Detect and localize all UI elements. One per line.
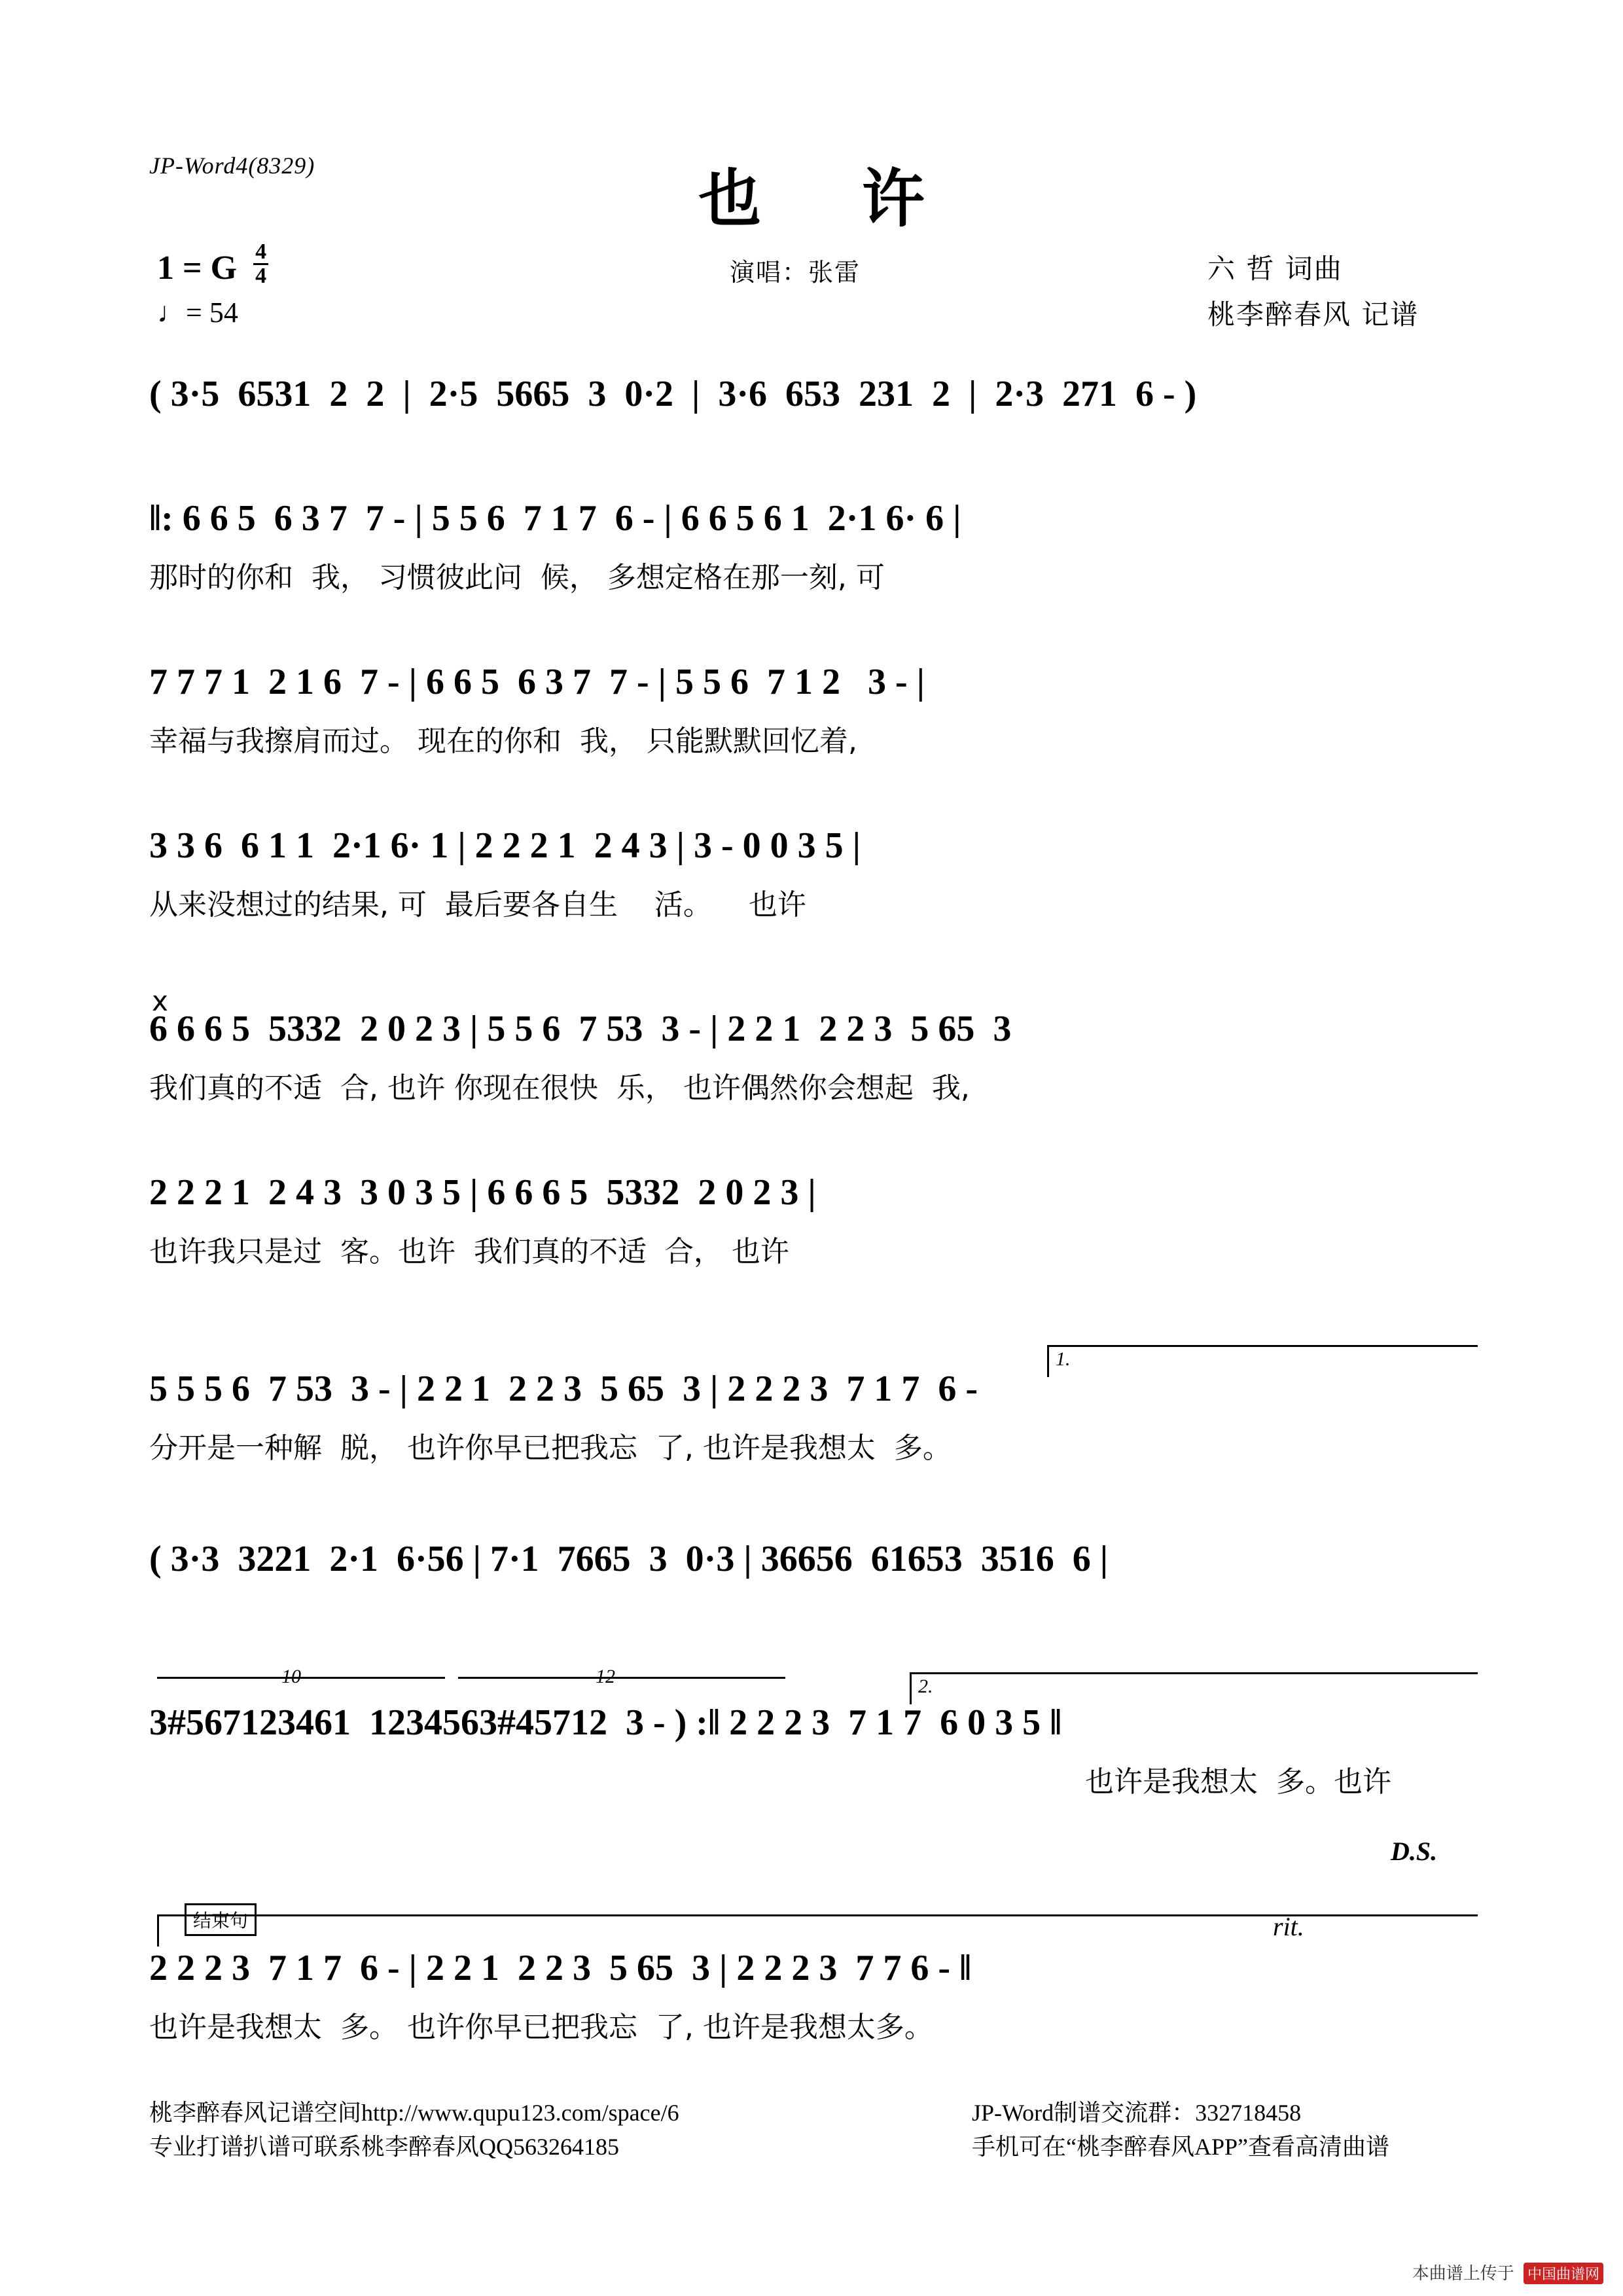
staff-line-7-lyrics: 分开是一种解 脱， 也许你早已把我忘 了, 也许是我想太 多。	[149, 1431, 952, 1465]
staff-line-3-notes: 7 7 7 1 2 1 6 7 - | 6 6 5 6 3 7 7 - | 5 5 6 7 1 2 3 - |	[149, 662, 925, 702]
ds-marking: D.S.	[1391, 1837, 1438, 1866]
staff-line-6-notes: 2 2 2 1 2 4 3 3 0 3 5 | 6 6 6 5 5332 2 0 2 3 |	[149, 1172, 816, 1213]
staff-line-9	[149, 1702, 1478, 1800]
repeat-ending-2-label: 2.	[918, 1676, 933, 1697]
staff-line-7	[149, 1368, 1478, 1466]
staff-line-5-notes: 6 6 6 5 5332 2 0 2 3 | 5 5 6 7 53 3 - | 2 2 1 2 2 3 5 65 3	[149, 1009, 1012, 1049]
staff-line-8	[149, 1538, 1478, 1580]
footer-space-url: 桃李醉春风记谱空间http://www.qupu123.com/space/6	[149, 2100, 679, 2126]
footer-contact: 专业打谱扒谱可联系桃李醉春风QQ563264185	[149, 2134, 619, 2160]
bar-number-12: 12	[596, 1666, 615, 1687]
staff-line-8-notes: ( 3·3 3221 2·1 6·56 | 7·1 7665 3 0·3 | 36656 61653 3516 6 |	[149, 1539, 1109, 1579]
staff-line-5-lyrics: 我们真的不适 合, 也许 你现在很快 乐， 也许偶然你会想起 我,	[149, 1071, 970, 1105]
footer-qq-group: JP-Word制谱交流群：332718458	[972, 2100, 1302, 2126]
key-label: 1 = G	[157, 249, 238, 287]
staff-line-6	[149, 1172, 1478, 1270]
phrase-bracket-1	[157, 1677, 445, 1679]
tempo-marking: ♩= 54	[157, 296, 238, 329]
notator-label: 桃李醉春风 记谱	[1207, 298, 1419, 331]
staff-line-10-lyrics: 也许是我想太 多。 也许你早已把我忘 了, 也许是我想太多。	[149, 2011, 933, 2044]
composer-label: 六 哲 词曲	[1207, 253, 1343, 285]
staff-line-2-notes: ‖: 6 6 5 6 3 7 7 - | 5 5 6 7 1 7 6 - | 6 6 5 6 1 2·1 6· 6 |	[149, 498, 961, 539]
repeat-ending-2-bracket	[910, 1672, 1478, 1704]
key-signature	[157, 241, 268, 287]
staff-line-10	[149, 1947, 1478, 2045]
staff-line-2	[149, 497, 1478, 596]
staff-line-3-lyrics: 幸福与我擦肩而过。 现在的你和 我， 只能默默回忆着,	[149, 725, 857, 758]
segno-icon: x	[152, 985, 168, 1017]
site-credit-text: 本曲谱上传于	[1412, 2264, 1514, 2284]
staff-line-4-lyrics: 从来没想过的结果, 可 最后要各自生 活。 也许	[149, 888, 806, 922]
singer-label: 演唱：张雷	[730, 258, 861, 287]
staff-line-7-notes: 5 5 5 6 7 53 3 - | 2 2 1 2 2 3 5 65 3 | 2 2 2 3 7 1 7 6 -	[149, 1369, 978, 1409]
staff-line-10-notes: 2 2 2 3 7 1 7 6 - | 2 2 1 2 2 3 5 65 3 | 2 2 2 3 7 7 6 - ‖	[149, 1948, 972, 1988]
time-signature-top: 4	[253, 241, 268, 265]
staff-line-1-notes: ( 3·5 6531 2 2 | 2·5 5665 3 0·2 | 3·6 653 231 2 | 2·3 271 6 - )	[149, 374, 1197, 414]
repeat-ending-1-label: 1.	[1056, 1348, 1071, 1370]
coda-label: 结束句	[185, 1903, 257, 1936]
staff-line-4-notes: 3 3 6 6 1 1 2·1 6· 1 | 2 2 2 1 2 4 3 | 3 - 0 0 3 5 |	[149, 825, 861, 866]
phrase-bracket-2	[458, 1677, 785, 1679]
rit-marking: rit.	[1273, 1912, 1304, 1941]
time-signature	[253, 241, 268, 287]
bar-number-10: 10	[281, 1666, 301, 1687]
time-signature-bottom: 4	[255, 264, 267, 288]
staff-line-5	[149, 1008, 1478, 1106]
software-tag: JP-Word4(8329)	[149, 152, 315, 179]
staff-line-6-lyrics: 也许我只是过 客。也许 我们真的不适 合， 也许	[149, 1235, 789, 1268]
staff-line-2-lyrics: 那时的你和 我， 习惯彼此问 候， 多想定格在那一刻, 可	[149, 561, 885, 594]
footer-app-note: 手机可在“桃李醉春风APP”查看高清曲谱	[972, 2134, 1389, 2160]
staff-line-9-notes: 3#567123461 1234563#45712 3 - ) :‖ 2 2 2 3 7 1 7 6 0 3 5 ‖	[149, 1702, 1062, 1743]
page-title: 也 许	[698, 162, 964, 236]
staff-line-9-lyrics: 也许是我想太 多。也许	[1085, 1765, 1391, 1799]
staff-line-4	[149, 825, 1478, 923]
staff-line-3	[149, 661, 1478, 759]
staff-line-1	[149, 373, 1478, 415]
site-credit	[1412, 2260, 1603, 2284]
qupu-logo: 中国曲谱网	[1524, 2263, 1603, 2284]
